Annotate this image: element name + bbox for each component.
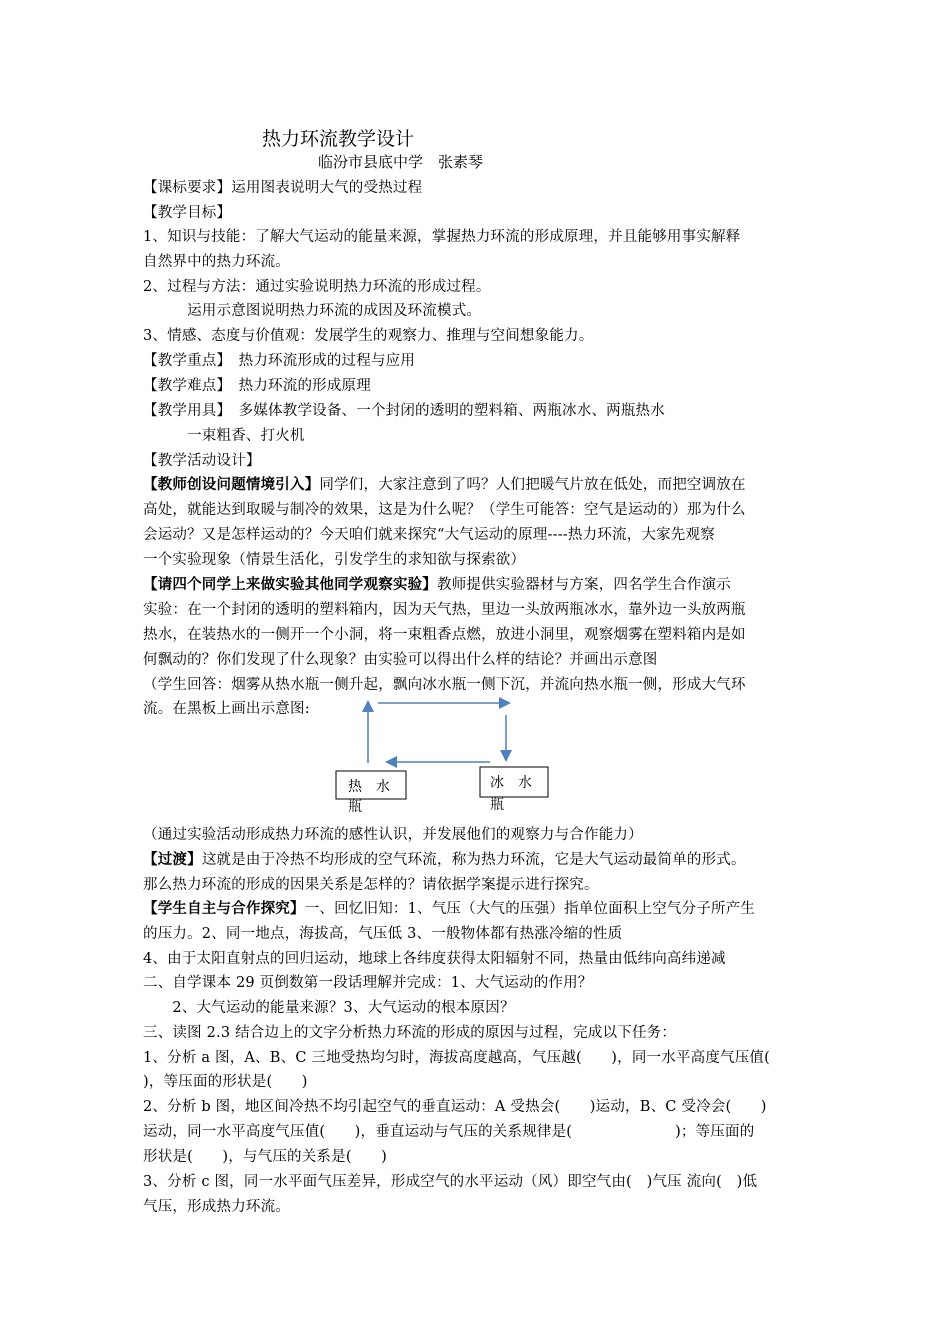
text-line: )，等压面的形状是( ) <box>143 1074 308 1090</box>
section-heading: 【过渡】 <box>143 851 202 868</box>
text-line: 高处，就能达到取暖与制冷的效果，这是为什么呢？（学生可能答：空气是运动的）那为什么 <box>143 502 746 518</box>
text-line: 运动，同一水平高度气压值( )，垂直运动与气压的关系规律是( )；等压面的 <box>143 1124 755 1140</box>
text-line: 1、知识与技能：了解大气运动的能量来源，掌握热力环流的形成原理，并且能够用事实解释 <box>143 229 741 245</box>
paragraph-transition: 【过渡】这就是由于冷热不均形成的空气环流，称为热力环流，它是大气运动最简单的形式。 <box>143 851 746 868</box>
section-heading: 【请四个同学上来做实验其他同学观察实验】 <box>143 576 437 593</box>
text-line: 【课标要求】运用图表说明大气的受热过程 <box>143 180 423 196</box>
text-line: 三、读图 2.3 结合边上的文字分析热力环流的形成的原因与过程，完成以下任务： <box>143 1025 677 1041</box>
text-line: 形状是( )，与气压的关系是( ) <box>143 1149 387 1165</box>
text-line: 2、过程与方法：通过实验说明热力环流的形成过程。 <box>143 279 491 295</box>
paragraph-intro: 【教师创设问题情境引入】同学们，大家注意到了吗？人们把暖气片放在低处，而把空调放在 <box>143 476 746 493</box>
paragraph-inquiry: 【学生自主与合作探究】一、回忆旧知：1、气压（大气的压强）指单位面积上空气分子所产生 <box>143 900 756 917</box>
author-line: 临汾市县底中学 张素琴 <box>318 153 484 171</box>
text-line: 何飘动的？你们发现了什么现象？由实验可以得出什么样的结论？并画出示意图 <box>143 652 658 668</box>
text-line: （通过实验活动形成热力环流的感性认识，并发展他们的观察力与合作能力） <box>143 827 643 843</box>
text-line: 热水，在装热水的一侧开一个小洞，将一束粗香点燃，放进小洞里，观察烟雾在塑料箱内是如 <box>143 627 746 643</box>
hot-water-label-2: 瓶 <box>348 799 362 815</box>
text-line: 气压，形成热力环流。 <box>143 1199 290 1215</box>
text-line: 运用示意图说明热力环流的成因及环流模式。 <box>143 303 482 319</box>
text-line: 会运动？又是怎样运动的？今天咱们就来探究“大气运动的原理----热力环流，大家先观察 <box>143 527 715 543</box>
text-line: 【教学重点】 热力环流形成的过程与应用 <box>143 353 416 369</box>
text-line: 2、大气运动的能量来源？3、大气运动的根本原因？ <box>143 1000 515 1016</box>
text-line: 【教学活动设计】 <box>143 453 261 469</box>
ice-water-label-2: 瓶 <box>490 797 504 813</box>
text-line: 自然界中的热力环流。 <box>143 254 290 270</box>
section-heading: 【学生自主与合作探究】 <box>143 900 305 917</box>
text-line: 【教学难点】 热力环流的形成原理 <box>143 378 371 394</box>
text-line: 二、自学课本 29 页倒数第一段话理解并完成：1、大气运动的作用？ <box>143 975 593 991</box>
text-line: 3、情感、态度与价值观：发展学生的观察力、推理与空间想象能力。 <box>143 328 594 344</box>
section-heading: 【教师创设问题情境引入】 <box>143 476 320 493</box>
ice-water-label: 冰 水 <box>490 775 532 791</box>
text-line: 1、分析 a 图，A、B、C 三地受热均匀时，海拔高度越高，气压越( )，同一水平高度气压值( <box>143 1050 770 1066</box>
text-line: 3、分析 c 图，同一水平面气压差异，形成空气的水平运动（风）即空气由( )气压 流向( )低 <box>143 1174 758 1190</box>
text-line: 2、分析 b 图，地区间冷热不均引起空气的垂直运动：A 受热会( )运动，B、C 受冷会( ) <box>143 1099 767 1115</box>
text-line: 一个实验现象（情景生活化，引发学生的求知欲与探索欲） <box>143 552 526 568</box>
text-line: 【教学目标】 <box>143 205 232 221</box>
text-line: 的压力。2、同一地点，海拔高，气压低 3、一般物体都有热涨冷缩的性质 <box>143 926 623 942</box>
text-line: 一束粗香、打火机 <box>143 428 305 444</box>
text-line: 实验：在一个封闭的透明的塑料箱内，因为天气热，里边一头放两瓶冰水，靠外边一头放两瓶 <box>143 602 746 618</box>
paragraph-experiment: 【请四个同学上来做实验其他同学观察实验】教师提供实验器材与方案，四名学生合作演示 <box>143 576 731 593</box>
hot-water-label: 热 水 <box>348 779 390 795</box>
text-line: 那么热力环流的形成的因果关系是怎样的？请依据学案提示进行探究。 <box>143 877 599 893</box>
page-title: 热力环流教学设计 <box>262 128 415 150</box>
text-line: （学生回答：烟雾从热水瓶一侧升起，飘向冰水瓶一侧下沉，并流向热水瓶一侧，形成大气环 <box>143 677 746 693</box>
text-line: 4、由于太阳直射点的回归运动，地球上各纬度获得太阳辐射不同，热量由低纬向高纬递减 <box>143 951 726 967</box>
text-line: 流。在黑板上画出示意图: <box>143 701 310 717</box>
text-line: 【教学用具】 多媒体教学设备、一个封闭的透明的塑料箱、两瓶冰水、两瓶热水 <box>143 403 665 419</box>
circulation-diagram <box>330 695 570 815</box>
